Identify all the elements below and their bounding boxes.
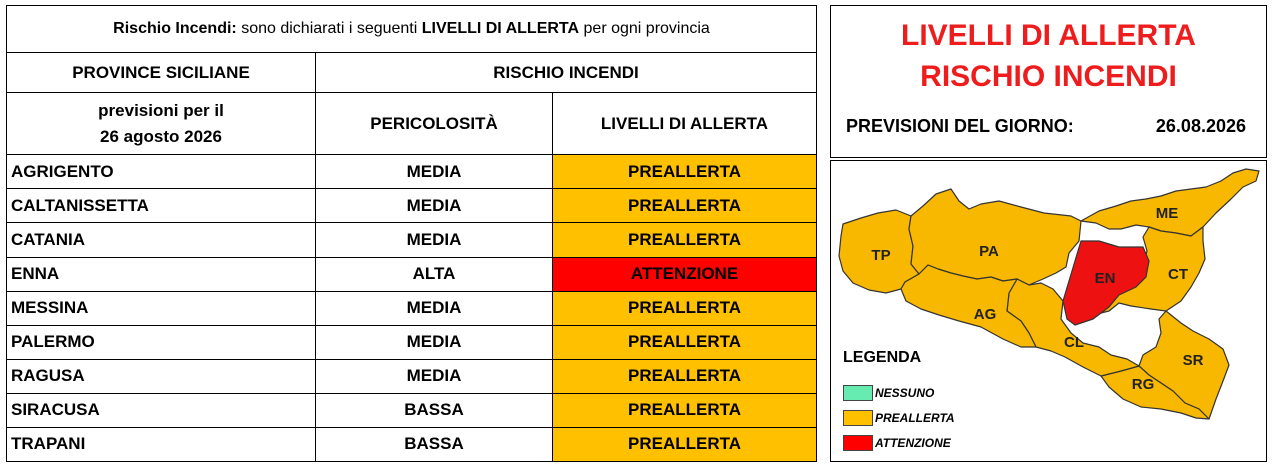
forecast-date-cell bbox=[7, 93, 316, 155]
caption-bold-1: Rischio Incendi: bbox=[113, 20, 237, 38]
danger-cell: MEDIA bbox=[316, 291, 553, 325]
danger-cell: MEDIA bbox=[316, 155, 553, 189]
alert-table bbox=[6, 5, 817, 462]
column-header-risk: RISCHIO INCENDI bbox=[316, 53, 817, 93]
alert-cell: PREALLERTA bbox=[553, 393, 817, 427]
region-ME bbox=[1081, 169, 1259, 236]
forecast-line-2: 26 agosto 2026 bbox=[100, 126, 222, 146]
province-cell: ENNA bbox=[7, 257, 316, 291]
danger-cell: BASSA bbox=[316, 393, 553, 427]
province-cell: TRAPANI bbox=[7, 427, 316, 461]
province-cell: RAGUSA bbox=[7, 359, 316, 393]
forecast-date: 26.08.2026 bbox=[1155, 116, 1246, 136]
legend-swatch bbox=[843, 410, 873, 426]
province-cell: MESSINA bbox=[7, 291, 316, 325]
table-row bbox=[7, 291, 817, 325]
panel-title-line-2: RISCHIO INCENDI bbox=[920, 60, 1177, 93]
alert-cell: PREALLERTA bbox=[553, 223, 817, 257]
caption-text-2: per ogni provincia bbox=[579, 20, 710, 38]
table-row bbox=[7, 257, 817, 291]
danger-cell: ALTA bbox=[316, 257, 553, 291]
title-panel bbox=[830, 5, 1267, 158]
danger-cell: MEDIA bbox=[316, 325, 553, 359]
province-cell: PALERMO bbox=[7, 325, 316, 359]
alert-cell: PREALLERTA bbox=[553, 325, 817, 359]
legend-swatch bbox=[843, 385, 873, 401]
legend-title: LEGENDA bbox=[843, 349, 922, 366]
legend-swatch bbox=[843, 435, 873, 451]
province-cell: SIRACUSA bbox=[7, 393, 316, 427]
danger-cell: MEDIA bbox=[316, 223, 553, 257]
table-body bbox=[7, 155, 817, 462]
map-label-en: EN bbox=[1094, 270, 1116, 287]
map-label-rg: RG bbox=[1131, 376, 1155, 393]
legend-label: PREALLERTA bbox=[875, 411, 955, 425]
map-label-sr: SR bbox=[1182, 352, 1204, 369]
map-label-me: ME bbox=[1155, 205, 1179, 222]
table-row bbox=[7, 325, 817, 359]
map-label-ag: AG bbox=[973, 306, 997, 323]
danger-cell: MEDIA bbox=[316, 359, 553, 393]
alert-cell: PREALLERTA bbox=[553, 189, 817, 223]
table-row bbox=[7, 223, 817, 257]
danger-cell: MEDIA bbox=[316, 189, 553, 223]
alert-cell: PREALLERTA bbox=[553, 155, 817, 189]
province-cell: AGRIGENTO bbox=[7, 155, 316, 189]
table-row bbox=[7, 155, 817, 189]
table-row bbox=[7, 189, 817, 223]
table-row bbox=[7, 393, 817, 427]
table-caption bbox=[7, 6, 817, 53]
map-label-ct: CT bbox=[1168, 266, 1188, 283]
panel-title-line-1: LIVELLI DI ALLERTA bbox=[901, 19, 1196, 52]
map-label-cl: CL bbox=[1064, 334, 1084, 351]
legend-label: ATTENZIONE bbox=[875, 436, 951, 450]
map-label-tp: TP bbox=[871, 247, 891, 264]
caption-text-1: sono dichiarati i seguenti bbox=[236, 20, 422, 38]
danger-cell: BASSA bbox=[316, 427, 553, 461]
province-cell: CALTANISSETTA bbox=[7, 189, 316, 223]
caption-bold-2: LIVELLI DI ALLERTA bbox=[421, 20, 580, 38]
forecast-label: PREVISIONI DEL GIORNO: bbox=[846, 116, 1074, 136]
table-row bbox=[7, 427, 817, 461]
alert-cell: ATTENZIONE bbox=[553, 257, 817, 291]
alert-cell: PREALLERTA bbox=[553, 291, 817, 325]
column-header-alert: LIVELLI DI ALLERTA bbox=[553, 93, 817, 155]
forecast-line-1: previsioni per il bbox=[98, 100, 224, 120]
alert-cell: PREALLERTA bbox=[553, 427, 817, 461]
province-cell: CATANIA bbox=[7, 223, 316, 257]
map-panel bbox=[830, 160, 1267, 462]
column-header-province: PROVINCE SICILIANE bbox=[7, 53, 316, 93]
alert-cell: PREALLERTA bbox=[553, 359, 817, 393]
table-row bbox=[7, 359, 817, 393]
map-label-pa: PA bbox=[979, 243, 999, 260]
legend-label: NESSUNO bbox=[875, 386, 935, 400]
column-header-danger: PERICOLOSITÀ bbox=[316, 93, 553, 155]
